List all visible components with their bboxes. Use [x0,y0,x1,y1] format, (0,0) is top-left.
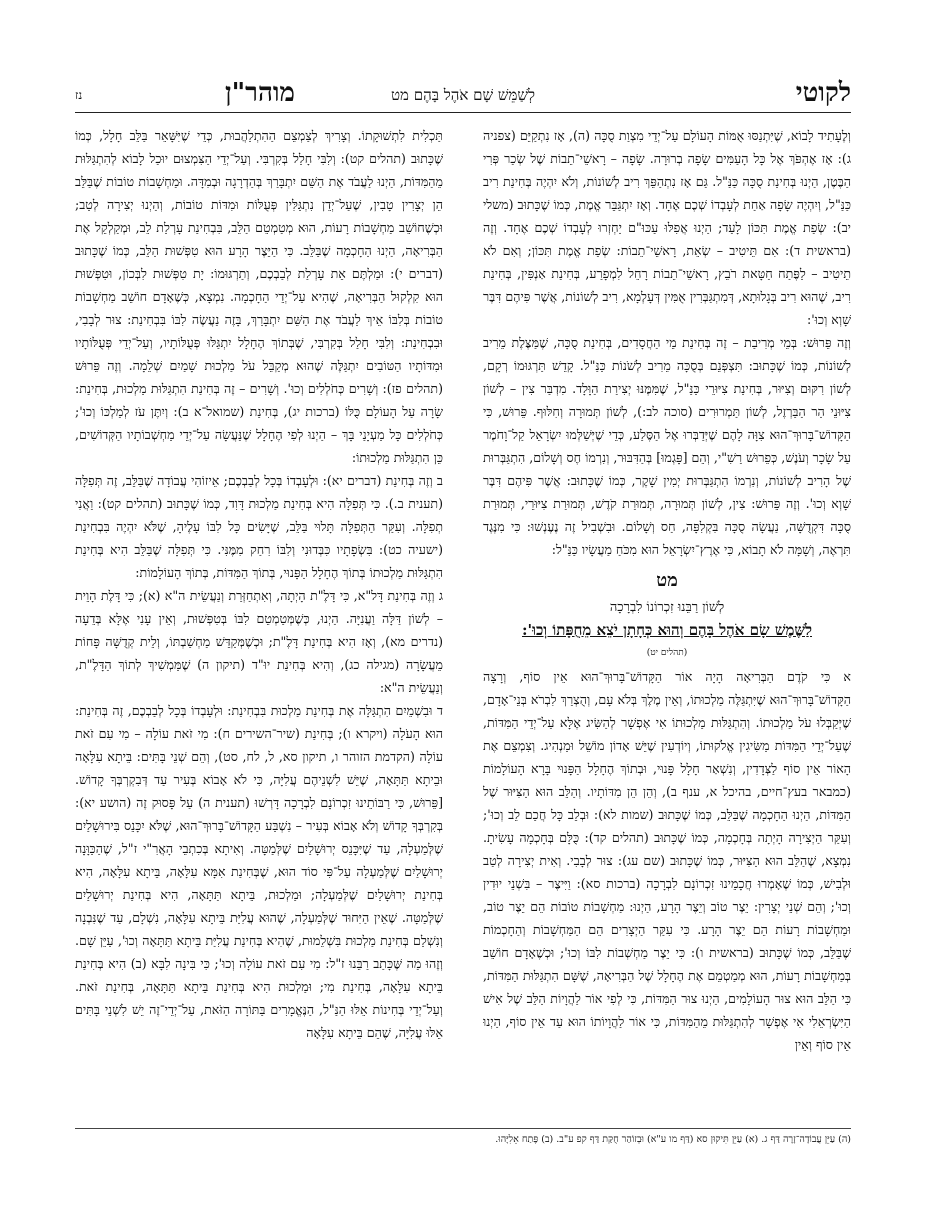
paragraph: ד וּבִשְׁמֵיִם הִתְגַּלָּה אֶת בְּחִינַת מַלְכוּת בִּבְחִינַת: וּלְעָבְדוֹ בְּכָל לְבַבְכֶם, זֶה בְּחִינַת: הוּא הָעֹלָה (ויקרא ו); בְּחִינַת (שיר־השירים ח): מִי זֹאת עוֹלָה – מִי עִם זֹאת עוֹלָה (הקדמת הזוהר ו, תיקון סא, ל, לח, סט), וְהֵם שְׁנֵי בָּתִּים: בֵּיתָא עִלָּאָה וּבֵיתָא תַּתָּאָה, שֶׁיֵּשׁ לִשְׁנֵיהֶם עֲלִיָּה, כִּי לֹא אָבוֹא בְּעִיר עַד דְּבִקְרְבְּךָ קָדוֹשׁ. [פֵּרוּשׁ, כִּי רַבּוֹתֵינוּ זִכְרוֹנָם לִבְרָכָה דָּרְשׁוּ (תענית ה) עַל פָּסוּק זֶה (הושע יא): בְּקִרְבְּךָ קָדוֹשׁ וְלֹא אָבוֹא בְּעִיר – נִשְׁבַּע הַקָּדוֹשׁ־בָּרוּךְ־הוּא, שֶׁלֹּא יִכָּנֵס בִּירוּשָׁלַיִם שֶׁלְּמַעְלָה, עַד שֶׁיִּכָּנֵס יְרוּשָׁלַיִם שֶׁלְּמַטָּה. וְאִיתָא בְּכִתְבֵי הָאֲרִ"י ז"ל, שֶׁהַכַּוָּנָה יְרוּשָׁלַיִם שֶׁלְּמַעְלָה עַל־פִּי סוֹד הוּא, שֶׁבְּחִינַת אִמָּא עִלָּאָה, בֵּיתָא עִלָּאָה, הִיא בְּחִינַת יְרוּשָׁלַיִם שֶׁלְּמַעְלָה; וּמַלְכוּת, בֵּיתָא תַּתָּאָה, הִיא בְּחִינַת יְרוּשָׁלַיִם שֶׁלְּמַטָּה. שֶׁאֵין הַיִּחוּד שֶׁלְּמַעְלָה, שֶׁהוּא עֲלִיַּת בֵּיתָא עִלָּאָה, נִשְׁלָם, עַד שֶׁנִּבְנָה וְנִשְׁלַם בְּחִינַת מַלְכוּת בִּשְׁלֵמוּת, שֶׁהִיא בְּחִינַת עֲלִיַּת בֵּיתָא תַּתָּאָה וְכוּ', עַיֵּן שָׁם. וְזֶהוּ מַה שֶּׁכָּתַב רַבֵּנוּ ז"ל: מִי עִם זֹאת עוֹלָה וְכוּ'; כִּי בִּינָה לִבָּא (ב) הִיא בְּחִינַת בֵּיתָא עִלָּאָה, בְּחִינַת מִי; וּמַלְכוּת הִיא בְּחִינַת בֵּיתָא תַּתָּאָה, בְּחִינַת זֹאת. וְעַל־יְדֵי בְּחִינוֹת אֵלּוּ הַנַּ"ל, הַנֶּאֱמָרִים בַּתּוֹרָה הַזֹּאת, עַל־יְדֵי־זֶה יֵשׁ לִשְׁנֵי בָּתִּים אֵלּוּ עֲלִיָּה, שֶׁהֵם בֵּיתָא עִלָּאָה [75,703,443,1040]
book-title-part2: מוהר"ן [225,78,295,108]
right-column [483,124,851,1124]
paragraph: וְזֶה פֵּרוּשׁ: בְּמֵי מְרִיבַת – זֶה בְּחִינַת מֵי הַחֲסָדִים, בְּחִינַת סֻכָּה, שֶׁמַּצֶּלֶת מֵרִיב לְשׁוֹנוֹת, כְּמוֹ שֶׁכָּתוּב: תִּצְפְּנֵם בְּסֻכָּה מֵרִיב לְשֹׁנוֹת כַּנַּ"ל. קָדֵשׁ תַּרְגּוּמוֹ רְקָם, לְשׁוֹן רִקּוּם וְצִיּוּר, בְּחִינַת צִיּוּרֵי כַּנַּ"ל, שֶׁמִּמֶּנּוּ יְצִירַת הַוָּלָד. מִדְבַּר צִין – לְשׁוֹן צִיּוּנֵי הַר הַבַּרְזֶל, לְשׁוֹן תַּמְרוּרִים (סוכה לב:), לְשׁוֹן תְּמוּרָה וְחִלּוּף. פֵּרוּשׁ, כִּי הַקָּדוֹשׁ־בָּרוּךְ־הוּא צִוָּה לָהֶם שֶׁיְּדַבְּרוּ אֶל הַסֶּלַע, כְּדֵי שֶׁיְּשַׁלְּמוּ יִשְׂרָאֵל קַל־וָחֹמֶר עַל שָׂכָר וְעֹנֶשׁ, כְּפֵרוּשׁ רַשִׁ"י, וְהֵם [פָּגְמוּ] בְּהַדִּבּוּר, וְנִרְמוֹ חֶס וְשָׁלוֹם, הִתְגַּבְּרוּת שֶׁל הָרִיב לְשׁוֹנוֹת, וְנִרְמוֹ הִתְגַּבְּרוּת יְמִין שָׁקֶר, כְּמוֹ שֶׁכָּתוּב: אֲשֶׁר פִּיהֶם דִּבֶּר שָׁוְא וְכוּ'. וְזֶה פֵּרוּשׁ: צִין, לְשׁוֹן תְּמוּרָה, תְּמוּרַת קֹדֶשׁ, תְּמוּרַת צִיּוּרֵי, תְּמוּרַת סֻכָּה דִּקְדֻשָּׁה, נַעֲשָׂה סֻכָּה בִּקְלִפָּה, חַס וְשָׁלוֹם. וּבִשְׁבִיל זֶה נֶעֶנְשׁוּ: כִּי מִנֶּגֶד תִּרְאֶה, וְשָׁמָּה לֹא תָבוֹא, כִּי אֶרֶץ־יִשְׂרָאֵל הוּא מִכֹּחַ מַעֲשָׂיו כַּנַּ"ל: [483,335,851,557]
section-subtitle: לְשׁוֹן רַבֵּנוּ זִכְרוֹנוֹ לִבְרָכָה [609,600,725,615]
paragraph: ג וְזֶה בְּחִינַת דָּל"א, כִּי דָּלֶ"ת הָיְתָה, וְאִתְחַזְּרַת וְנַעֲשֵׂית ה"א (א); כִּי דָּלֶת הָוֵית – לְשׁוֹן דַּלָּה וַעֲנִיָּה. הַיְנוּ, כְּשֶׁמְּטַמְטֵם לִבּוֹ בְּטִפְּשׁוּת, וְאֵין עָנִי אֶלָּא בְּדֵעָה (נדרים מא), וְאָז הִיא בְּחִינַת דָּלֶ"ת; וּכְשֶׁמְּקַדֵּשׁ מַחְשַׁבְתּוֹ, וְלֵית קְדֻשָּׁה פָּחוֹת מֵעֲשָׂרָה (מגילה כג), וְהִיא בְּחִינַת יוּ"ד (תיקון ה) שֶׁמַּמְשִׁיךְ לְתוֹךְ הַדָּלֶ"ת, וְנַעֲשֵׂית ה"א: [75,588,443,695]
left-column [75,124,443,1124]
book-title-part1: לקוטי [795,78,851,108]
page-header [75,78,851,113]
section-source: (תהלים יט) [646,648,688,658]
page-number: נז [75,88,83,102]
paragraph: וְלֶעָתִיד לָבוֹא, שֶׁיִּתְנַסּוּ אֻמּוֹת הָעוֹלָם עַל־יְדֵי מִצְוַת סֻכָּה (ה), אָז נִתְקַיֵּם (צפניה ג): אָז אֶהְפֹּךְ אֶל כָּל הָעַמִּים שָׂפָה בְרוּרָה. שָׂפָה – רָאשֵׁי־תֵבוֹת שֶׁל שְׂכַר פְּרִי הַבֶּטֶן, הַיְנוּ בְּחִינַת סֻכָּה כַּנַּ"ל. גַּם אָז נִתְהַפֵּךְ רִיב לְשׁוֹנוֹת, וְלֹא יִהְיֶה בְּחִינַת רִיב כַּנַּ"ל, וְיִהְיֶה שָׂפָה אַחַת לְעָבְדוֹ שְׁכֶם אֶחָד. וְאָז יִתְגַּבֵּר אֱמֶת, כְּמוֹ שֶׁכָּתוּב (משלי יב): שְׂפַת אֱמֶת תִּכּוֹן לָעַד; הַיְנוּ אֲפִלּוּ עַכּוּ"ם יַחְזְרוּ לְעָבְדוֹ שְׁכֶם אֶחָד. וְזֶה (בראשית ד): אִם תֵּיטִיב – שְׂאֵת, רָאשֵׁי־תֵבוֹת: שְׂפַת אֱמֶת תִּכּוֹן; וְאִם לֹא תֵיטִיב – לַפֶּתַח חַטָּאת רֹבֵץ, רָאשֵׁי־תֵבוֹת רָחֵל לִמְפָרַע, בְּחִינַת אַנְפִּין, בְּחִינַת רִיב, שֶׁהוּא רִיב בְּגָלוּתָא, דְּמִתְגַּבְּרִין אֻמִּין דְּעָלְמָא, רִיב לְשׁוֹנוֹת, אֲשֶׁר פִּיהֶם דִּבֶּר שָׁוְא וְכוּ': [483,128,851,327]
footnote: (ה) עַיֵּן עֲבוֹדָה־זָרָה דַּף ג. (א) עַיֵּן תִּיקוּן סא (דַּף מו ע"א) וּבְזוֹהַר חֻקַּת דַּף קפ ע"ב. (ב) פֶּתַח אֵלִיָּהוּ. [75,1128,851,1147]
paragraph: ב וְזֶה בְּחִינַת (דברים יא): וּלְעָבְדוֹ בְּכָל לְבַבְכֶם; אֵיזוֹהִי עֲבוֹדָה שֶׁבַּלֵּב, זֶה תְּפִלָּה (תענית ב.). כִּי תְּפִלָּה הִיא בְּחִינַת מַלְכוּת דָּוִד, כְּמוֹ שֶׁכָּתוּב (תהלים קט): וַאֲנִי תְפִלָּה. וְעִקַּר הַתְּפִלָּה תָּלוּי בַּלֵּב, שֶׁיָּשִׂים כָּל לִבּוֹ עָלֶיהָ, שֶׁלֹּא יִהְיֶה בִּבְחִינַת (ישעיה כט): בִּשְׂפָתָיו כִּבְּדוּנִי וְלִבּוֹ רִחַק מִמֶּנִּי. כִּי תְּפִלָּה שֶׁבַּלֵּב הִיא בְּחִינַת הִתְגַּלּוּת מַלְכוּתוֹ בְּתוֹךְ הֶחָלָל הַפָּנוּי, בְּתוֹךְ הַמִּדּוֹת, בְּתוֹךְ הָעוֹלָמוֹת: [75,473,443,580]
section-number: מט [656,570,678,591]
running-head: לְשַׁמֵּשׁ שָׁם אֹהֶל בָּהֶם מט [390,86,536,104]
section-title: לַשֶּׁמֶשׁ שָׂם אֹהֶל בָּהֶם וְהוּא כְּחָתָן יֹצֵא מֵחֻפָּתוֹ וְכוּ': [522,621,812,639]
paragraph: תַּכְלִית לִתְשׁוּקָתוֹ. וְצָרִיךְ לְצַמְצֵם הַהִתְלַהֲבוּת, כְּדֵי שֶׁיִּשָּׁאֵר בַּלֵּב חָלָל, כְּמוֹ שֶׁכָּתוּב (תהלים קט): וְלִבִּי חָלַל בְּקִרְבִּי. וְעַל־יְדֵי הַצִּמְצוּם יוּכַל לָבוֹא לְהִתְגַּלּוּת מֵהַמִּדּוֹת, הַיְנוּ לַעֲבֹד אֶת הַשֵּׁם יִתְבָּרַךְ בְּהַדְרָגָה וּבְמִדָּה. וּמַחְשָׁבוֹת טוֹבוֹת שֶׁבַּלֵּב הֵן יְצָרִין טָבִין, שֶׁעַל־יְדֵן נִתְגַּלִּין פְּעֻלּוֹת וּמִדּוֹת טוֹבוֹת, וְהַיְנוּ יְצִירָה לְטַב; וּכְשֶׁחוֹשֵׁב מַחְשָׁבוֹת רָעוֹת, הוּא מְטַמְטֵם הַלֵּב, בִּבְחִינַת עָרְלַת לֵב, וּמְקַלְקֵל אֶת הַבְּרִיאָה, הַיְנוּ הַחָכְמָה שֶׁבַּלֵּב. כִּי הַיֵּצֶר הָרָע הוּא טִפְּשׁוּת הַלֵּב, כְּמוֹ שֶׁכָּתוּב (דברים י): וּמַלְתֶּם אֵת עָרְלַת לְבַבְכֶם, וְתַרְגּוּמוֹ: יָת טִפְּשׁוּת לִבְּכוֹן, וּטִפְּשׁוּת הוּא קִלְקוּל הַבְּרִיאָה, שֶׁהִיא עַל־יְדֵי הַחָכְמָה. נִמְצָא, כְּשֶׁאָדָם חוֹשֵׁב מַחְשָׁבוֹת טוֹבוֹת בְּלִבּוֹ אֵיךְ לַעֲבֹד אֶת הַשֵּׁם יִתְבָּרַךְ, בָּזֶה נַעֲשֶׂה לִבּוֹ בִּבְחִינַת: צוּר לְבָבִי, וּבִבְחִינַת: וְלִבִּי חָלַל בְּקִרְבִּי, שֶׁבְּתוֹךְ הֶחָלָל יִתְגַּלּוּ פְּעֻלּוֹתָיו, וְעַל־יְדֵי פְּעֻלּוֹתָיו וּמִדּוֹתָיו הַטּוֹבִים יִתְגַּלֶּה שֶׁהוּא מְקַבֵּל עֹל מַלְכוּת שָׁמַיִם שְׁלֵמָה. וְזֶה פֵּרוּשׁ (תהלים פז): וְשָׁרִים כְּחֹלְלִים וְכוּ'. וְשָׁרִים – זֶה בְּחִינַת הִתְגַּלּוּת מַלְכוּת, בְּחִינַת: שָׂרָה עַל הָעוֹלָם כֻּלּוֹ (ברכות יג), בְּחִינַת (שמואל־א ב): וְיִתֶּן עֹז לְמַלְכּוֹ וְכוּ'; כְּחֹלְלִים כָּל מַעְיָנַי בָּךְ – הַיְנוּ לְפִי הֶחָלָל שֶׁנַּעֲשָׂה עַל־יְדֵי מַחְשְׁבוֹתָיו הַקְּדוֹשִׁים, כֵּן הִתְגַּלּוּת מַלְכוּתוֹ: [75,128,443,465]
paragraph: א כִּי קֹדֶם הַבְּרִיאָה הָיָה אוֹר הַקָּדוֹשׁ־בָּרוּךְ־הוּא אֵין סוֹף, וְרָצָה הַקָּדוֹשׁ־בָּרוּךְ־הוּא שֶׁיִּתְגַּלֶּה מַלְכוּתוֹ, וְאֵין מֶלֶךְ בְּלֹא עָם, וְהֻצְרַךְ לִבְרֹא בְּנֵי־אָדָם, שֶׁיְּקַבְּלוּ עֹל מַלְכוּתוֹ. וְהִתְגַּלּוּת מַלְכוּתוֹ אִי אֶפְשָׁר לְהַשִּׂיג אֶלָּא עַל־יְדֵי הַמִּדּוֹת, שֶׁעַל־יְדֵי הַמִּדּוֹת מַשִּׂיגִין אֱלֹקוּתוֹ, וְיוֹדְעִין שֶׁיֵּשׁ אָדוֹן מוֹשֵׁל וּמַנְהִיג. וְצִמְצֵם אֶת הָאוֹר אֵין סוֹף לַצְּדָדִין, וְנִשְׁאַר חָלָל פָּנוּי, וּבְתוֹךְ הֶחָלָל הַפָּנוּי בָּרָא הָעוֹלָמוֹת (כמבאר בעץ־חיים, בהיכל א, ענף ב), וְהֵן הֵן מִדּוֹתָיו. וְהַלֵּב הוּא הַצִּיּוּר שֶׁל הַמִּדּוֹת, הַיְנוּ הַחָכְמָה שֶׁבַּלֵּב, כְּמוֹ שֶׁכָּתוּב (שמות לא): וּבְלֵב כָּל חֲכַם לֵב וְכוּ'; וְעִקַּר הַיְצִירָה הָיְתָה בְּחָכְמָה, כְּמוֹ שֶׁכָּתוּב (תהלים קד): כֻּלָּם בְּחָכְמָה עָשִׂיתָ. נִמְצָא, שֶׁהַלֵּב הוּא הַצִּיּוּר, כְּמוֹ שֶׁכָּתוּב (שם עג): צוּר לְבָבִי. וְאִית יְצִירָה לְטַב וּלְבִישׁ, כְּמוֹ שֶׁאָמְרוּ חֲכָמֵינוּ זִכְרוֹנָם לִבְרָכָה (ברכות סא): וַיִּיצֶר – בִּשְׁנֵי יוּדִין וְכוּ'; וְהֵם שְׁנֵי יְצָרִין: יֵצֶר טוֹב וְיֵצֶר הָרָע, הַיְנוּ: מַחְשָׁבוֹת טוֹבוֹת הֵם יֵצֶר טוֹב, וּמַחְשָׁבוֹת רָעוֹת הֵם יֵצֶר הָרָע. כִּי עִקַּר הַיְצָרִים הֵם הַמַּחְשָׁבוֹת וְהַחָכְמוֹת שֶׁבַּלֵּב, כְּמוֹ שֶׁכָּתוּב (בראשית ו): כִּי יֵצֶר מַחְשְׁבוֹת לִבּוֹ וְכוּ'; וּכְשֶׁאָדָם חוֹשֵׁב בְּמַחְשָׁבוֹת רָעוֹת, הוּא מְמַטְמֵם אֶת הֶחָלָל שֶׁל הַבְּרִיאָה, שֶׁשָּׁם הִתְגַּלּוּת הַמִּדּוֹת, כִּי הַלֵּב הוּא צוּר הָעוֹלָמִים, הַיְנוּ צוּר הַמִּדּוֹת, כִּי לְפִי אוֹר לַהֲוָיוֹת הַלֵּב שֶׁל אִישׁ הַיִּשְׂרְאֵלִי אִי אֶפְשָׁר לְהִתְגַּלּוּת מֵהַמִּדּוֹת, כִּי אוֹר לַהֲוָיוֹתוֹ הוּא עַד אֵין סוֹף, הַיְנוּ אֵין סוֹף וְאֵין [483,669,851,1052]
